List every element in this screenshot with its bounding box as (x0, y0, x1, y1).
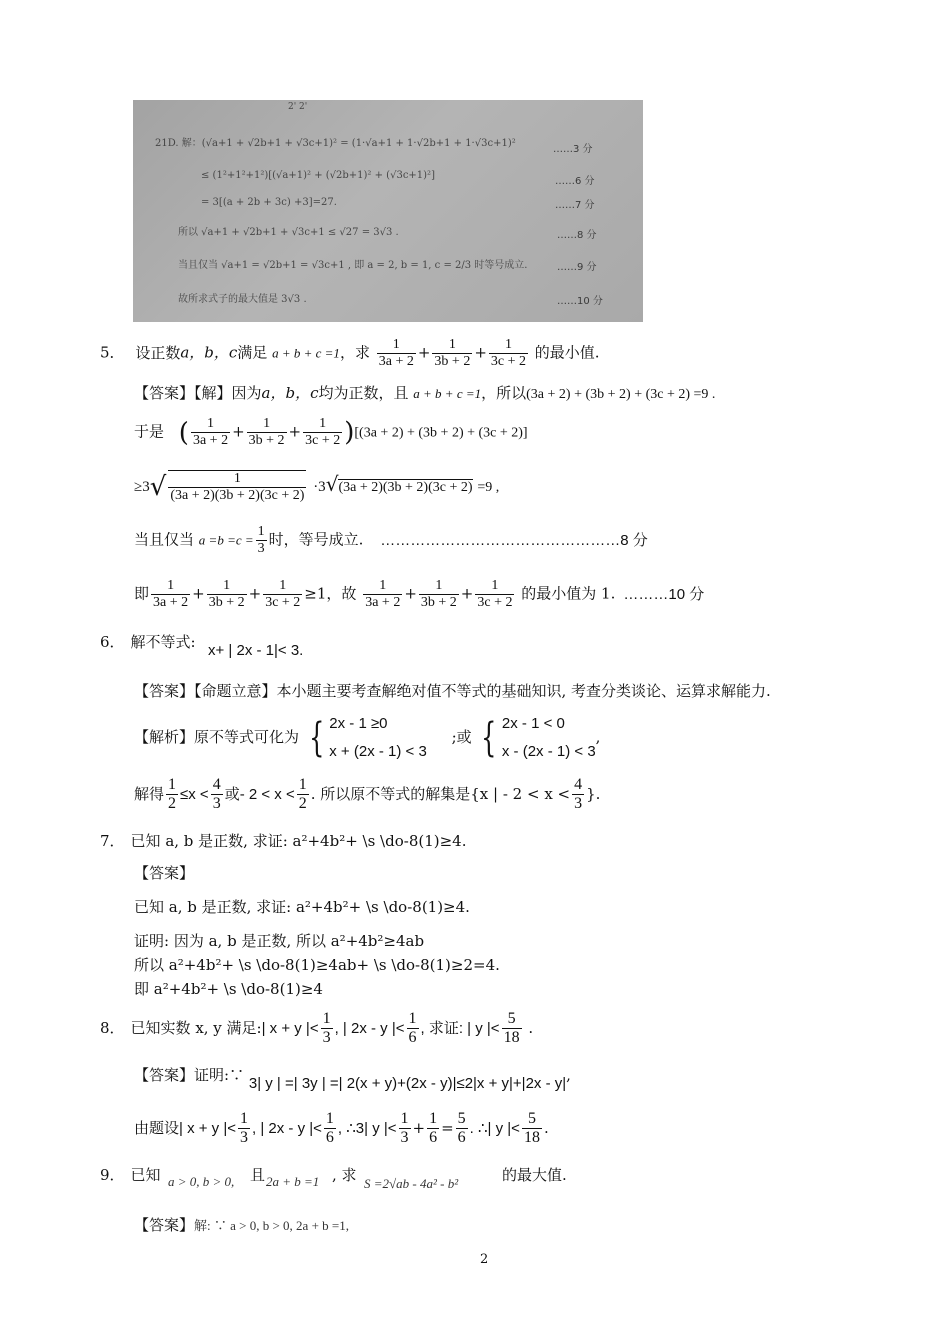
q5-text-d: 的最小值. (534, 343, 600, 362)
q6-text: 解不等式: (130, 633, 196, 651)
question-9 (100, 1164, 161, 1185)
photo-line-4: 所以 √a+1 + √2b+1 + √3c+1 ≤ √27 = 3√3 . (178, 227, 399, 238)
a5-l3-c: (3a + 2)(3b + 2)(3c + 2) (338, 480, 473, 496)
q8-e1: | x + y |< (261, 1019, 319, 1037)
a5-l3-a: ≥3 (134, 479, 150, 496)
photo-score-3: ……7 分 (555, 200, 595, 211)
question-5: 5． 设正数a，b，c满足 a + b + c =1，求 $\frac{1}{3a + 2}$ + $\frac{1}{3b + 2}$ + $\frac{1}{3c + 2}$ 的最小值. (100, 337, 600, 370)
a8-p2-c: , | 2x - y |< (252, 1119, 322, 1137)
a8-p2-f: = (441, 1118, 454, 1137)
a6-sys1-b: x + (2x - 1) < 3 (329, 743, 427, 760)
question-6 (100, 631, 196, 652)
photo-line-2: ≤ (1²+1²+1²)[(√a+1)² + (√2b+1)² + (√3c+1)²] (201, 170, 435, 181)
q8-e3: , 求证: | y |< (420, 1019, 500, 1037)
q6-number: 6． (100, 633, 125, 651)
a8-proof-expr: 3| y | =| 3y | =| 2(x + y)+(2x - y)|≤2|x + y|+|2x - y| (248, 1075, 567, 1092)
a5-l3-den: (3a + 2)(3b + 2)(3c + 2) (170, 488, 305, 504)
q5-number: 5． (100, 343, 125, 362)
a8-p2-b: | x + y |< (179, 1119, 236, 1137)
a8-p2-d: , ∴3| y |< (337, 1119, 397, 1137)
a9-sol: 解: ∵ a > 0, b > 0, 2a + b =1, (194, 1218, 349, 1233)
a6-intent: 本小题主要考查解绝对值不等式的基础知识, 考查分类谈论、运算求解能力. (276, 682, 771, 700)
photo-line-5: 当且仅当 √a+1 = √2b+1 = √3c+1 , 即 a = 2, b = 1, c = 2/3 时等号成立. (178, 260, 528, 271)
q9-cond1: a > 0, b > 0, (168, 1174, 235, 1189)
a5-tag: 【答案】【解】 (134, 384, 232, 402)
q9-text-b: 且 (250, 1166, 266, 1184)
q8-number: 8． (100, 1018, 125, 1037)
a8-p2-e: + (412, 1118, 426, 1137)
a6-sol-end: , (595, 728, 601, 746)
q6-expr: x+ | 2x - 1|< 3. (208, 642, 304, 659)
q7-line: 已知 a, b 是正数, 求证: a²+4b²+ \s \do-8(1)≥4. (130, 832, 467, 850)
q9-text-c: , 求 (332, 1166, 357, 1184)
a7-line-3: 所以 a²+4b²+ \s \do-8(1)≥4ab+ \s \do-8(1)≥2=4. (134, 956, 500, 974)
a6-res-e: }. (586, 784, 601, 803)
a5-l2-expr: [(3a + 2) + (3b + 2) + (3c + 2)] (354, 425, 528, 441)
a5-l5-score: ………10 分 (623, 585, 705, 603)
a6-sys1-a: 2x - 1 ≥0 (329, 715, 388, 732)
q9-number: 9． (100, 1166, 125, 1184)
a8-conclusion-line: 由题设| x + y |< $\frac{1}{3}$ , | 2x - y |< $\frac{1}{6}$ , ∴3| y |< $\frac{1}{3}$ + $\frac{1}{6}$ = $\frac{5}{6}$ . ∴| y |< $\frac{5}{18}$ . (134, 1110, 549, 1147)
a6-sol-or: ;或 (451, 728, 472, 746)
a6-sys2-b: x - (2x - 1) < 3 (501, 743, 596, 760)
q5-text-b: 满足 (237, 343, 268, 362)
question-8: 8． 已知实数 x, y 满足:| x + y |< $\frac{1}{3}$ , | 2x - y |< $\frac{1}{6}$ , 求证: | y |< $\frac{5}{18}$ . (100, 1010, 534, 1047)
a5-l1-vars: a，b，c (261, 384, 319, 402)
a5-l4-cond: a =b =c = (198, 532, 254, 548)
a5-l2-a: 于是 (134, 422, 165, 441)
a8-p2-h: . (543, 1118, 549, 1137)
a5-l4-b: 时，等号成立. (268, 530, 364, 549)
a6-res-a: 解得 (134, 784, 165, 803)
a8-proof-end: , (566, 1066, 571, 1084)
photo-score-6: ……10 分 (557, 296, 603, 307)
a5-line-4: 当且仅当 a =b =c = $\frac{1}{3}$ 时，等号成立. …………………………………………8 分 (134, 524, 648, 557)
a8-p2-a: 由题设 (134, 1118, 180, 1137)
q9-expr: S =2√ab - 4a² - b² (364, 1176, 459, 1191)
photo-line-1: 21D. 解：(√a+1 + √2b+1 + √3c+1)² = (1·√a+1 + 1·√2b+1 + 1·√3c+1)² (155, 138, 516, 149)
page-number: 2 (480, 1252, 489, 1267)
q8-text-a: 已知实数 x, y 满足: (130, 1018, 262, 1037)
a8-proof-a: 证明:∵ (194, 1066, 245, 1084)
a5-line-1 (134, 382, 715, 403)
photo-line-6: 故所求式子的最大值是 3√3 . (178, 294, 307, 305)
a7-line-2: 证明: 因为 a, b 是正数, 所以 a²+4b²≥4ab (134, 932, 425, 950)
a8-proof-line (134, 1064, 571, 1092)
a7-tag: 【答案】 (134, 864, 195, 882)
a8-p2-g: . ∴| y |< (469, 1119, 520, 1137)
q9-text-a: 已知 (130, 1166, 161, 1184)
q7-number: 7． (100, 832, 125, 850)
question-7 (100, 830, 467, 851)
q9-cond2: 2a + b =1 (266, 1174, 320, 1189)
a5-line-5: 即 $\frac{1}{3a + 2}$ + $\frac{1}{3b + 2}$ + $\frac{1}{3c + 2}$ ≥1，故 $\frac{1}{3a + 2}$ + $\frac{1}{3b + 2}$ + $\frac{1}{3c + 2}$ 的最小值为 1. ………10 分 (134, 578, 705, 611)
a5-line-2: 于是 ( $\frac{1}{3a + 2}$ + $\frac{1}{3b + 2}$ + $\frac{1}{3c + 2}$ )[(3a + 2) + (3b + 2) + (3c + 2)] (134, 416, 528, 449)
a6-res-c: 或- 2 < x < (224, 785, 295, 803)
q5-vars: a，b，c (180, 343, 238, 362)
a6-intent-line (134, 680, 771, 701)
a6-res-d: . 所以原不等式的解集是{x | - 2 < x < (310, 784, 571, 803)
photo-score-1: ……3 分 (553, 144, 593, 155)
photo-line-3: = 3[(a + 2b + 3c) +3]=27. (201, 197, 337, 208)
photo-score-4: ……8 分 (557, 230, 597, 241)
q8-e2: , | 2x - y |< (334, 1019, 405, 1037)
a7-line-4: 即 a²+4b²+ \s \do-8(1)≥4 (134, 980, 323, 998)
a9-tag: 【答案】 (134, 1216, 195, 1234)
q5-text-a: 设正数 (135, 343, 181, 362)
a6-result-line: 解得 $\frac{1}{2}$ ≤x < $\frac{4}{3}$ 或- 2 < x < $\frac{1}{2}$ . 所以原不等式的解集是{x | - 2 < x < $\frac{4}{3}$ }. (134, 776, 601, 813)
a9-line (134, 1214, 349, 1235)
a5-line-3: ≥3√ $\frac{1}{(3a + 2)(3b + 2)(3c + 2)}$ ·3√(3a + 2)(3b + 2)(3c + 2) =9 , (134, 471, 500, 504)
a5-l4-a: 当且仅当 (134, 530, 195, 549)
a5-l5-b: ≥1，故 (304, 584, 357, 603)
a5-l1-a: 因为 (231, 384, 262, 402)
a5-l1-expr: (3a + 2) + (3b + 2) + (3c + 2) =9 . (526, 387, 716, 402)
a5-l3-d: =9 , (477, 480, 500, 496)
a5-l5-a: 即 (134, 584, 150, 603)
q9-text-d: 的最大值. (502, 1166, 567, 1184)
a5-l3-b: ·3 (313, 479, 326, 496)
photo-score-5: ……9 分 (557, 262, 597, 273)
a5-l1-cond: a + b + c =1 (413, 386, 482, 401)
q5-condition: a + b + c =1 (272, 345, 340, 361)
a5-l5-c: 的最小值为 1. (521, 584, 616, 603)
a5-l4-score: …………………………………………8 分 (380, 531, 648, 549)
a8-tag: 【答案】 (134, 1066, 195, 1084)
a6-sys2-a: 2x - 1 < 0 (501, 715, 565, 732)
a6-res-b: ≤x < (180, 785, 209, 803)
a5-l1-b: 均为正数，且 (318, 384, 409, 402)
a7-line-1: 已知 a, b 是正数, 求证: a²+4b²+ \s \do-8(1)≥4. (134, 898, 470, 916)
photo-top-fragment: 2' 2' (288, 102, 308, 112)
a6-tag: 【答案】【命题立意】 (134, 682, 277, 700)
q5-text-c: ，求 (339, 343, 370, 362)
scanned-solution-photo (133, 100, 643, 322)
a5-l1-c: ，所以 (481, 384, 527, 402)
a6-sol-a: 原不等式可化为 (194, 728, 300, 746)
photo-score-2: ……6 分 (555, 176, 595, 187)
a6-system-line: 【解析】原不等式可化为 { 2x - 1 ≥0 x + (2x - 1) < 3 ;或 { 2x - 1 < 0 x - (2x - 1) < 3, (134, 715, 601, 761)
a6-tag2: 【解析】 (134, 728, 195, 746)
